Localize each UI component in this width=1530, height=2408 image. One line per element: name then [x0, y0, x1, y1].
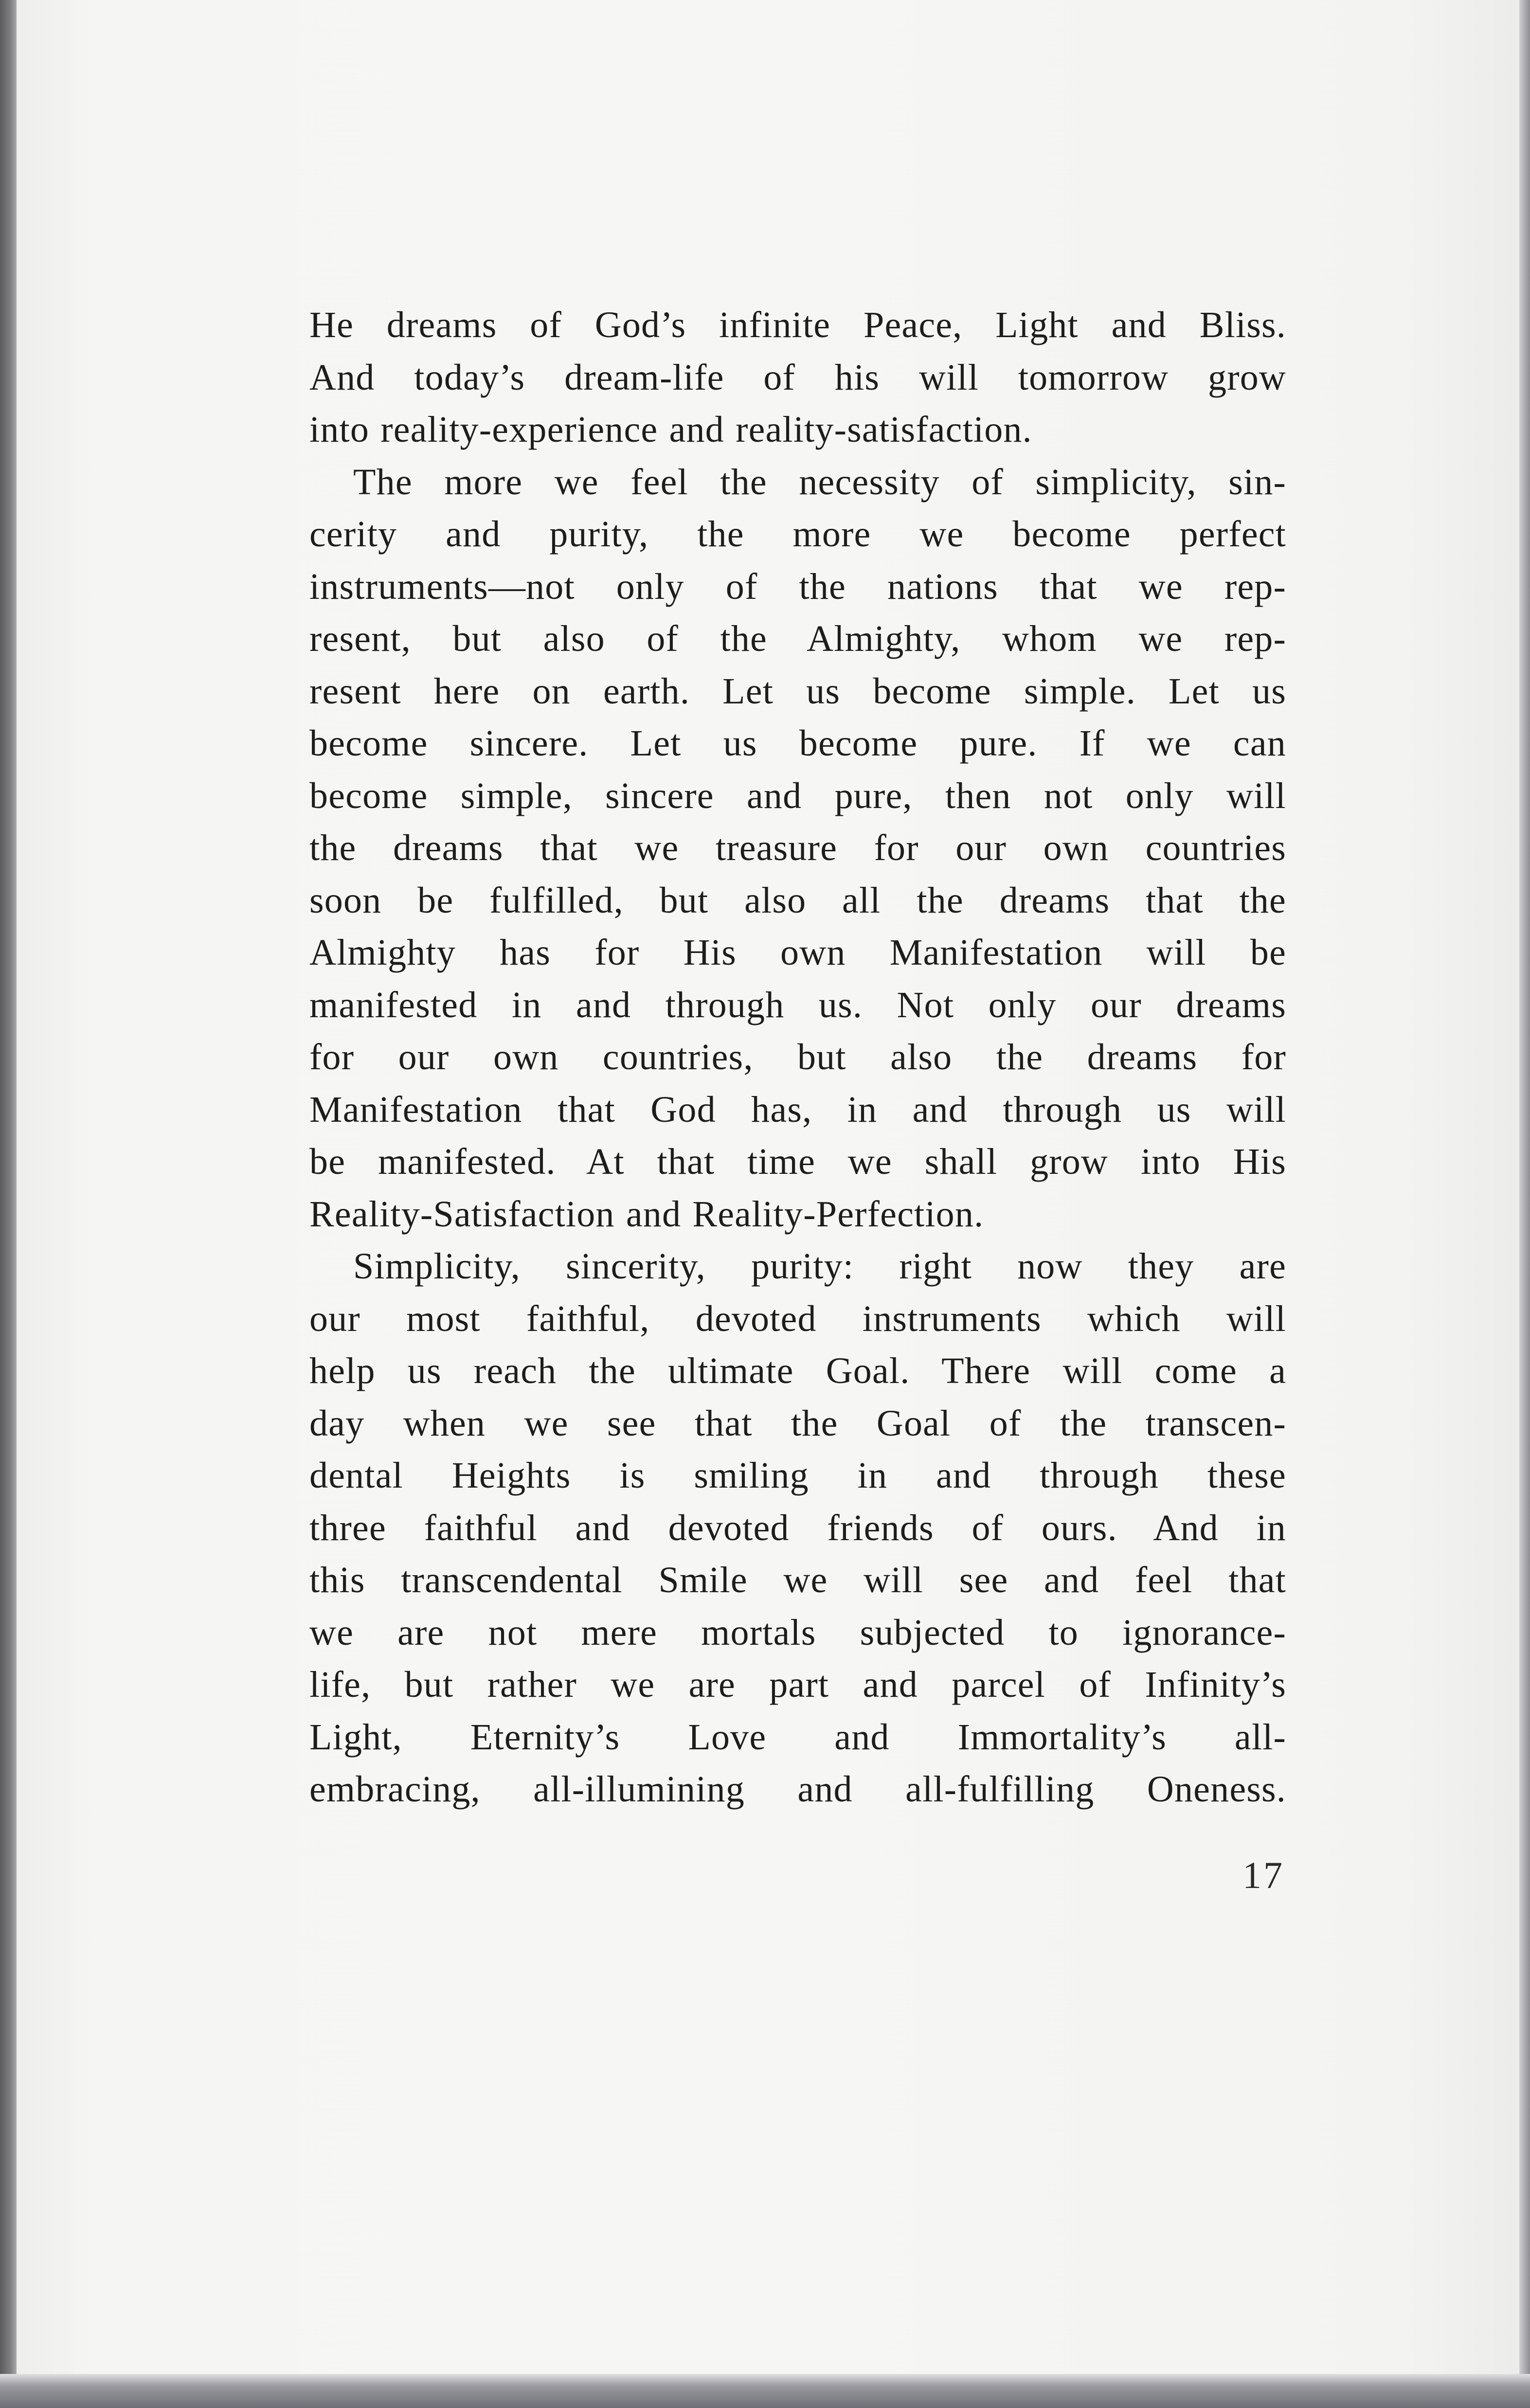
text-line: help us reach the ultimate Goal. There will come a [309, 1350, 1286, 1391]
text-line: day when we see that the Goal of the transcen- [309, 1402, 1286, 1444]
text-line: be manifested. At that time we shall grow into His [309, 1141, 1286, 1182]
text-line: manifested in and through us. Not only our dreams [309, 984, 1286, 1025]
text-line: Light, Eternity’s Love and Immortality’s all- [309, 1716, 1286, 1758]
text-line: this transcendental Smile we will see and feel that [309, 1560, 1286, 1600]
text-line: soon be fulfilled, but also all the dreams that the [309, 880, 1286, 921]
text-line: dental Heights is smiling in and through these [309, 1455, 1286, 1496]
text-line: cerity and purity, the more we become perfect [309, 514, 1286, 555]
text-line: instruments—not only of the nations that we rep- [309, 566, 1286, 607]
text-line: embracing, all-illumining and all-fulfilling Oneness. [309, 1769, 1286, 1810]
text-line: we are not mere mortals subjected to ignorance- [309, 1612, 1286, 1653]
text-line: become simple, sincere and pure, then not only will [309, 775, 1286, 816]
text-line: He dreams of God’s infinite Peace, Light and Bliss. [309, 305, 1286, 345]
text-line: become sincere. Let us become pure. If we can [309, 723, 1286, 764]
text-line: Almighty has for His own Manifestation will be [309, 932, 1286, 973]
text-line: our most faithful, devoted instruments which will [309, 1298, 1286, 1339]
text-line: resent, but also of the Almighty, whom we rep- [309, 618, 1286, 659]
text-line: into reality-experience and reality-satisfaction. [309, 409, 1032, 450]
text-line: resent here on earth. Let us become simple. Let us [309, 670, 1286, 712]
text-line: the dreams that we treasure for our own countries [309, 827, 1286, 868]
body-text [309, 299, 1286, 1816]
text-line: And today’s dream-life of his will tomorrow grow [309, 357, 1286, 398]
text-line: life, but rather we are part and parcel of Infinity’s [309, 1664, 1286, 1705]
text-line: for our own countries, but also the dreams for [309, 1037, 1286, 1078]
text-line: The more we feel the necessity of simplicity, sin- [353, 461, 1286, 503]
scan-bottom-edge [0, 2374, 1530, 2408]
page-number: 17 [1242, 1854, 1284, 1896]
text-line: Manifestation that God has, in and through us will [309, 1089, 1286, 1130]
text-line: Reality-Satisfaction and Reality-Perfection. [309, 1193, 984, 1235]
text-line: three faithful and devoted friends of ours. And in [309, 1507, 1286, 1548]
scan-right-edge [1519, 0, 1530, 2408]
text-line: Simplicity, sincerity, purity: right now they are [353, 1246, 1286, 1287]
scan-left-edge [0, 0, 17, 2408]
